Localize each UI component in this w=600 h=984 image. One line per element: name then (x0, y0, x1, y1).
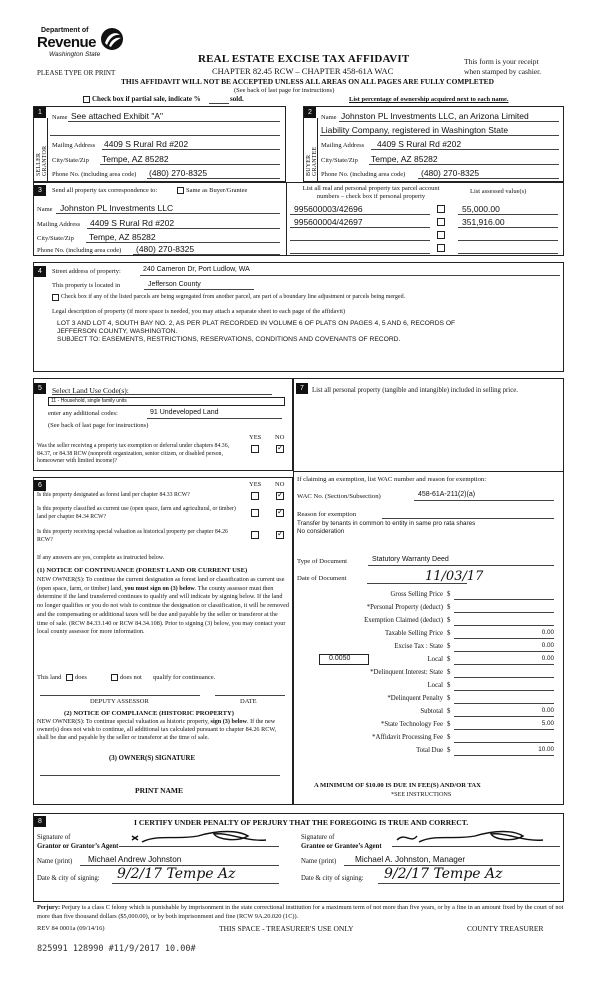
county-line (144, 289, 254, 290)
personal-property-label: List all personal property (tangible and intangible) included in selling price. (312, 387, 518, 394)
buyer-name-line2[interactable]: Liability Company, registered in Washington State (321, 125, 509, 135)
dollar-sign: $ (447, 604, 451, 611)
dollar-sign: $ (447, 591, 451, 598)
grantee-sig-label-1: Signature of (301, 834, 335, 841)
treasurer-space: THIS SPACE - TREASURER'S USE ONLY (219, 924, 354, 933)
section-6-number: 6 (34, 480, 46, 491)
doc-type-label: Type of Document (297, 558, 348, 565)
corr-city[interactable]: Tempe, AZ 85282 (89, 232, 156, 242)
legal-line2: JEFFERSON COUNTY, WASHINGTON. (57, 328, 178, 336)
continuance-text-b: . The county assessor must then determine if the land transferred continues to qualify and will indicate by signing below. If the land no longer qualifies or you do not wish to continue the designation or classification, it will be removed and the compensating or additional taxes will be due and payable by the seller or transferor at the time of sale. (RCW 84.33.140 or RCW 84.34.108). Prior to signing (3) below, you may contact your local county assessor for more information. (37, 584, 289, 636)
tax-line-value[interactable]: 0.00 (541, 707, 554, 714)
compliance-text (37, 718, 289, 743)
reason-line2: No consideration (297, 528, 345, 535)
exemption-label: If claiming an exemption, list WAC number and reason for exemption: (297, 476, 487, 483)
corr-phone[interactable]: (480) 270-8325 (136, 244, 195, 254)
corr-mailing-line (87, 228, 280, 229)
correspondence-divider (286, 182, 287, 256)
grantor-sig-line (119, 846, 279, 847)
compliance-text-bold: sign (3) below (210, 718, 247, 725)
parcel-value-line-3 (458, 240, 558, 241)
tax-line (293, 721, 564, 733)
this-land-label: This land (37, 674, 62, 681)
section-4-property (33, 262, 564, 372)
section6-no-header: NO (275, 481, 285, 488)
tax-lines (293, 591, 564, 761)
continuance-title: (1) NOTICE OF CONTINUANCE (FOREST LAND OR CURRENT USE) (37, 567, 248, 574)
tax-line-label: *Delinquent Interest: State (370, 669, 443, 676)
logo-state-text: Washington State (49, 51, 101, 58)
tax-line-label: Local (427, 656, 443, 663)
parcel-number-1[interactable]: 995600003/42696 (294, 204, 363, 214)
deputy-assessor-label: DEPUTY ASSESSOR (90, 698, 149, 705)
continuance-text-bold: you must sign on (3) below (124, 584, 195, 592)
grantor-date-line (112, 883, 279, 884)
historic-question: Is this property receiving special valuation as historical property per chapter 84.26 RCW? (37, 529, 228, 543)
exemption-divider (293, 471, 564, 472)
parcel-value-line-4 (458, 253, 558, 254)
current-use-question: Is this property classified as current use (open space, farm and agricultural, or timber) land per chapter 84.34 RCW? (37, 506, 236, 520)
corr-city-line (86, 242, 280, 243)
warning-text: THIS AFFIDAVIT WILL NOT BE ACCEPTED UNLESS ALL AREAS ON ALL PAGES ARE FULLY COMPLETED (121, 77, 494, 86)
legal-description[interactable] (57, 320, 455, 345)
tax-line-value[interactable]: 0.00 (541, 642, 554, 649)
local-rate: 0.0050 (329, 655, 351, 662)
exemption-no-checkbox[interactable] (276, 445, 284, 453)
parcel-personal-checkbox-1[interactable] (437, 205, 445, 213)
form-chapter: CHAPTER 82.45 RCW – CHAPTER 458-61A WAC (212, 66, 394, 76)
tax-line-rule (454, 703, 554, 704)
reason-label: Reason for exemption (297, 511, 357, 518)
grantee-name[interactable]: Michael A. Johnston, Manager (355, 855, 466, 864)
compliance-title: (2) NOTICE OF COMPLIANCE (HISTORIC PROPERTY) (64, 710, 234, 717)
tax-line-label: *Affidavit Processing Fee (372, 734, 443, 741)
grantor-sig-label (37, 833, 118, 851)
deputy-sign-line (40, 695, 200, 696)
doc-date-line (367, 583, 467, 584)
partial-pct-line (209, 103, 229, 104)
dollar-sign: $ (447, 617, 451, 624)
current-use-no-checkbox[interactable] (276, 509, 284, 517)
dor-swoosh-icon (99, 25, 125, 53)
grantee-sig-label (301, 833, 382, 851)
segregated-label: Check box if any of the listed parcels are being segregated from another parcel, are part of a boundary line adjustment or parcels being merged. (61, 294, 406, 300)
section6-yes-header: YES (249, 481, 262, 488)
tax-line (293, 734, 564, 746)
parcel-line-3 (290, 240, 430, 241)
grantor-date-city[interactable]: 9/2/17 Tempe Az (117, 866, 236, 882)
tax-line (293, 630, 564, 642)
receipt-note (464, 57, 541, 77)
section-4-number: 4 (34, 266, 46, 277)
wac-label: WAC No. (Section/Subsection) (297, 493, 381, 500)
grantor-sig-label-1: Signature of (37, 834, 71, 841)
tax-line-rule (454, 716, 554, 717)
assessed-header: List assessed value(s) (470, 188, 527, 195)
tax-line (293, 695, 564, 707)
seller-phone-line (147, 178, 280, 179)
corr-name-line (56, 213, 280, 214)
see-back-text: (See back of last page for instructions) (234, 87, 335, 94)
dor-logo (37, 27, 127, 63)
county-name[interactable]: Jefferson County (148, 281, 201, 288)
reason-line (382, 518, 554, 519)
same-as-buyer-label: Same as Buyer/Grantee (186, 187, 248, 194)
buyer-name-line1[interactable]: Johnston PL Investments LLC, an Arizona Limited (341, 111, 529, 121)
buyer-side-label: BUYER GRANTEE (306, 146, 318, 176)
tax-line-rule (454, 690, 554, 691)
tax-line-value[interactable]: 0.00 (541, 629, 554, 636)
buyer-mailing[interactable]: 4409 S Rural Rd #202 (377, 139, 462, 149)
buyer-city[interactable]: Tempe, AZ 85282 (371, 154, 438, 164)
dollar-sign: $ (447, 721, 451, 728)
tax-line-rule (454, 638, 554, 639)
wac-line (414, 500, 554, 501)
tax-line-rule (454, 729, 554, 730)
buyer-mailing-line (371, 149, 559, 150)
logo-dept-text: Department of (41, 27, 89, 34)
doc-type[interactable]: Statutory Warranty Deed (372, 556, 449, 563)
grantee-date-city[interactable]: 9/2/17 Tempe Az (384, 866, 503, 882)
buyer-name-line (339, 121, 559, 122)
tax-line-label: Taxable Selling Price (384, 630, 443, 637)
section-2-number: 2 (304, 107, 316, 118)
tax-line-rule (454, 599, 554, 600)
additional-codes-label: enter any additional codes: (48, 410, 118, 417)
buyer-city-label: City/State/Zip (321, 157, 358, 164)
corr-city-label: City/State/Zip (37, 235, 74, 242)
grantor-date-label: Date & city of signing: (37, 875, 100, 882)
seller-name[interactable]: See attached Exhibit "A" (71, 111, 164, 121)
seller-phone[interactable]: (480) 270-8325 (149, 168, 208, 178)
grantee-sig-line (392, 846, 560, 847)
parcel-value-2[interactable]: 351,916.00 (462, 217, 505, 227)
perjury-notice (37, 904, 564, 921)
compliance-text-b: . If the new owner(s) does not wish to continue, all additional tax calculated pursuant to chapter 84.26 RCW, shall be due and payable by the seller or transferor at the time of sale. (37, 718, 277, 742)
tax-line-value[interactable]: 10.00 (538, 746, 554, 753)
additional-codes-line (147, 418, 282, 419)
dollar-sign: $ (447, 708, 451, 715)
minimum-due-note: A MINIMUM OF $10.00 IS DUE IN FEE(S) AND/OR TAX (314, 782, 481, 789)
land-use-label-line (52, 394, 272, 395)
qualify-label: qualify for continuance. (153, 674, 216, 681)
reason-line1: Transfer by tenants in common to entity in same pro rata shares (297, 520, 476, 527)
parcel-personal-checkbox-3[interactable] (437, 231, 445, 239)
dollar-sign: $ (447, 734, 451, 741)
buyer-city-line (369, 164, 559, 165)
grantee-date-label: Date & city of signing: (301, 875, 364, 882)
dollar-sign: $ (447, 656, 451, 663)
seller-name-line (68, 121, 280, 122)
tax-line (293, 591, 564, 603)
tax-line (293, 604, 564, 616)
street-label: Street address of property: (52, 268, 121, 275)
parcel-header (290, 185, 452, 201)
dollar-sign: $ (447, 747, 451, 754)
current-use-yes-checkbox[interactable] (251, 509, 259, 517)
parcel-line-4 (290, 253, 430, 254)
continuance-text (37, 576, 289, 637)
parcel-number-2[interactable]: 995600004/42697 (294, 217, 363, 227)
tax-line-rule (454, 612, 554, 613)
logo-revenue-text: Revenue (37, 34, 97, 51)
grantor-sig-label-2: Grantor or Grantor’s Agent (37, 843, 119, 850)
tax-line (293, 747, 564, 759)
located-label: This property is located in (52, 282, 121, 289)
legal-line1: LOT 3 AND LOT 4, SOUTH BAY NO. 2, AS PER PLAT RECORDED IN VOLUME 6 OF PLATS ON PAGES 4, 5 AND 6, RECORDS OF (57, 320, 456, 327)
dollar-sign: $ (447, 669, 451, 676)
does-label: does (75, 674, 87, 681)
doc-date-label: Date of Document (297, 575, 347, 582)
forest-yes-checkbox[interactable] (251, 492, 259, 500)
additional-codes[interactable]: 91 Undeveloped Land (150, 409, 219, 416)
receipt-line2: when stamped by cashier. (464, 67, 542, 76)
reason-text[interactable] (297, 520, 475, 536)
seller-city-label: City/State/Zip (52, 157, 89, 164)
tax-line-label: *Personal Property (deduct) (366, 604, 443, 611)
street-address[interactable]: 240 Cameron Dr, Port Ludlow, WA (143, 266, 250, 273)
perjury-text: Perjury is a class C felony which is punishable by imprisonment in the state correctional institution for a maximum term of not more than five years, or by a fine in an amount fixed by the court of not more than five thousand dollars ($5,000.00), or by both imprisonment and fine (RCW 9A.20.020 (1C)). (37, 904, 564, 920)
section-1-number: 1 (34, 107, 46, 118)
treasurer-stamp: 825991 128990 #11/9/2017 10.00# (37, 944, 196, 954)
grantee-date-line (378, 883, 560, 884)
parcel-value-1[interactable]: 55,000.00 (462, 204, 500, 214)
seller-mailing-line (102, 149, 280, 150)
county-treasurer: COUNTY TREASURER (467, 924, 544, 933)
partial-sale-checkbox[interactable] (83, 96, 90, 103)
form-title: REAL ESTATE EXCISE TAX AFFIDAVIT (198, 53, 410, 65)
buyer-name-label: Name (321, 114, 337, 121)
tax-line (293, 682, 564, 694)
corr-name[interactable]: Johnston PL Investments LLC (60, 203, 174, 213)
partial-sale-label: Check box if partial sale, indicate % (92, 95, 201, 103)
grantor-name[interactable]: Michael Andrew Johnston (88, 855, 182, 864)
pct-note: List percentage of ownership acquired next to each name. (349, 96, 509, 103)
corr-phone-line (133, 254, 280, 255)
section5-see-back: (See back of last page for instructions) (48, 422, 149, 429)
segregated-checkbox[interactable] (52, 294, 59, 301)
doc-date[interactable]: 11/03/17 (425, 569, 484, 584)
seller-name-label: Name (52, 114, 68, 121)
dollar-sign: $ (447, 682, 451, 689)
legal-line3: SUBJECT TO: EASEMENTS, RESTRICTIONS, RESERVATIONS, CONDITIONS AND COVENANTS OF RECORD. (57, 336, 401, 344)
forest-no-checkbox[interactable] (276, 492, 284, 500)
certify-statement: I CERTIFY UNDER PENALTY OF PERJURY THAT THE FOREGOING IS TRUE AND CORRECT. (134, 818, 469, 827)
tax-line-label: Total Due (416, 747, 443, 754)
seller-mailing[interactable]: 4409 S Rural Rd #202 (104, 139, 189, 149)
tax-line-rule (454, 664, 554, 665)
tax-line (293, 708, 564, 720)
land-use-label: Select Land Use Code(s): (52, 386, 129, 395)
wac-number[interactable]: 458-61A-211(2)(a) (418, 491, 476, 498)
section-7-number: 7 (296, 383, 308, 394)
grantee-signature-icon[interactable] (395, 826, 545, 848)
owner-signature-title: (3) OWNER(S) SIGNATURE (109, 755, 195, 762)
tax-line-label: Local (427, 682, 443, 689)
tax-line (293, 669, 564, 681)
tax-line-label: Subtotal (420, 708, 443, 715)
seller-phone-label: Phone No. (including area code) (52, 171, 137, 178)
grantor-signature-icon[interactable] (128, 826, 268, 848)
does-not-label: does not (120, 674, 142, 681)
corr-name-label: Name (37, 206, 53, 213)
parcel-value-line-1 (458, 214, 558, 215)
tax-line-rule (454, 677, 554, 678)
tax-line-label: *State Technology Fee (380, 721, 443, 728)
tax-line-rule (454, 625, 554, 626)
corr-mailing-label: Mailing Address (37, 221, 81, 228)
section5-yes-header: YES (249, 434, 262, 441)
sold-label: sold. (230, 95, 244, 103)
tax-line-label: Gross Selling Price (390, 591, 443, 598)
perjury-bold: Perjury: (37, 904, 61, 911)
legal-label: Legal description of property (if more space is needed, you may attach a separate sheet to each page of the affidavit) (52, 308, 346, 315)
dollar-sign: $ (447, 695, 451, 702)
land-use-value: 11 - Household, single family units (51, 398, 127, 404)
tax-line-label: *Delinquent Penalty (387, 695, 443, 702)
tax-line (293, 656, 564, 668)
please-type: PLEASE TYPE OR PRINT (37, 69, 116, 77)
section-5-number: 5 (34, 383, 46, 394)
form-number: REV 84 0001a (09/14/16) (37, 925, 105, 932)
receipt-line1: This form is your receipt (464, 57, 539, 66)
buyer-phone-label: Phone No. (including area code) (321, 171, 406, 178)
parcel-line-1 (290, 214, 430, 215)
continuance-text-a: NEW OWNER(S): To continue the current designation as forest land or classification as current use (open space, farm, or timber) land, (37, 576, 285, 592)
owner-signature-line (40, 775, 280, 776)
parcel-header-line2: numbers – check box if personal property (316, 193, 426, 200)
tax-line-rule (454, 651, 554, 652)
corr-mailing[interactable]: 4409 S Rural Rd #202 (90, 218, 175, 228)
section-8-number: 8 (34, 816, 46, 827)
tax-line-value[interactable]: 0.00 (541, 655, 554, 662)
print-name-label: PRINT NAME (135, 786, 183, 795)
seller-side-label: SELLER GRANTOR (36, 145, 48, 176)
parcel-value-line-2 (458, 227, 558, 228)
historic-yes-checkbox[interactable] (251, 531, 259, 539)
street-line (140, 275, 560, 276)
tax-line-label: Exemption Claimed (deduct) (364, 617, 443, 624)
send-correspondence-label: Send all property tax correspondence to: (52, 187, 158, 194)
grantee-sig-label-2: Grantee or Grantee’s Agent (301, 843, 382, 850)
parcel-personal-checkbox-2[interactable] (437, 218, 445, 226)
buyer-phone-line (418, 178, 559, 179)
parcel-line-2 (290, 227, 430, 228)
deputy-date-line (215, 695, 285, 696)
corr-phone-label: Phone No. (including area code) (37, 247, 122, 254)
forest-land-question: Is this property designated as forest land per chapter 84.33 RCW? (37, 492, 190, 498)
dollar-sign: $ (447, 643, 451, 650)
same-as-buyer-checkbox[interactable] (177, 187, 184, 194)
land-does-not-checkbox[interactable] (111, 674, 118, 681)
seller-city[interactable]: Tempe, AZ 85282 (102, 154, 169, 164)
see-instructions-note: *SEE INSTRUCTIONS (391, 791, 452, 798)
deputy-date-label: DATE (240, 698, 257, 705)
buyer-name-line-2 (320, 135, 559, 136)
land-does-checkbox[interactable] (66, 674, 73, 681)
section-3-number: 3 (34, 185, 46, 196)
grantor-name-label: Name (print) (37, 858, 73, 865)
parcel-personal-checkbox-4[interactable] (437, 244, 445, 252)
buyer-phone[interactable]: (480) 270-8325 (421, 168, 480, 178)
if-yes-instruction: If any answers are yes, complete as instructed below. (37, 555, 165, 561)
grantee-name-label: Name (print) (301, 858, 337, 865)
dollar-sign: $ (447, 630, 451, 637)
tax-line-label: Excise Tax : State (394, 643, 443, 650)
tax-line-rule (454, 755, 554, 756)
tax-line-rule (454, 742, 554, 743)
seller-mailing-label: Mailing Address (52, 142, 96, 149)
exemption-yes-checkbox[interactable] (251, 445, 259, 453)
doc-type-line (368, 565, 554, 566)
tax-line-value[interactable]: 5.00 (541, 720, 554, 727)
parcel-header-line1: List all real and personal property tax parcel account (302, 185, 440, 192)
compliance-text-a: NEW OWNER(S): To continue special valuation as historic property, (37, 718, 211, 725)
tax-line (293, 617, 564, 629)
historic-no-checkbox[interactable] (276, 531, 284, 539)
section5-no-header: NO (275, 434, 285, 441)
seller-name-line2 (50, 135, 280, 136)
land-use-select[interactable] (48, 397, 285, 406)
seller-city-line (100, 164, 280, 165)
exemption-question: Was the seller receiving a property tax exemption or deferral under chapters 84.36, 84.37, or 84.38 RCW (nonprofit organization, senior citizen, or disabled person, homeowner with limited income)? (37, 443, 230, 464)
buyer-mailing-label: Mailing Address (321, 142, 365, 149)
